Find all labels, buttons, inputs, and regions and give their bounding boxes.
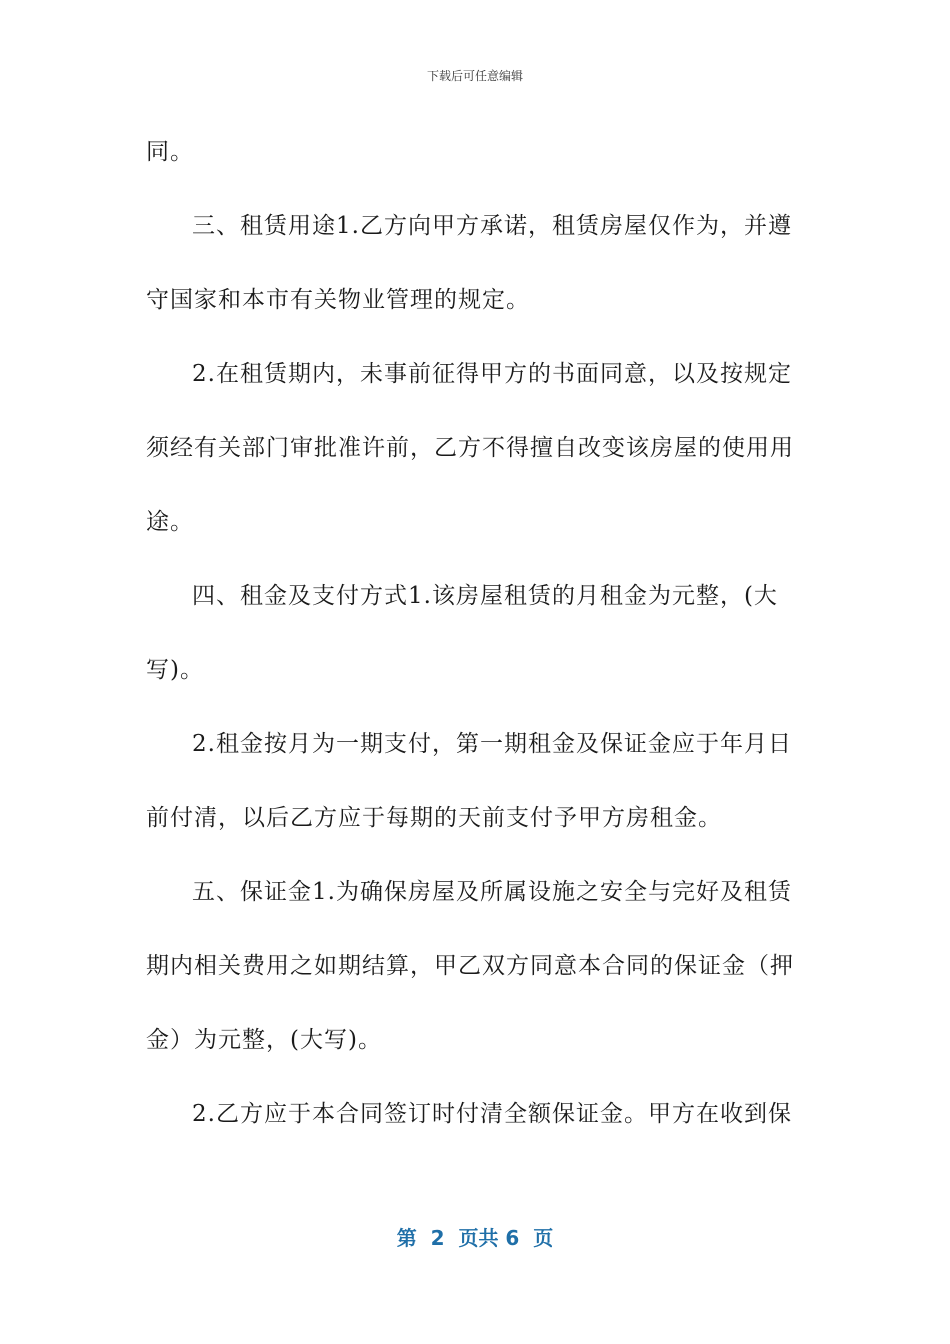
text-line: 四、租金及支付方式1.该房屋租赁的月租金为元整，(大 bbox=[192, 583, 778, 609]
text-line: 2.乙方应于本合同签订时付清全额保证金。甲方在收到保 bbox=[192, 1101, 792, 1127]
text-line: 前付清，以后乙方应于每期的天前支付予甲方房租金。 bbox=[146, 805, 722, 831]
text-line: 写)。 bbox=[146, 657, 204, 683]
text-line: 金）为元整，(大写)。 bbox=[146, 1027, 382, 1053]
text-line: 2.在租赁期内，未事前征得甲方的书面同意，以及按规定 bbox=[192, 361, 792, 387]
document-body bbox=[146, 115, 796, 1151]
text-line: 须经有关部门审批准许前，乙方不得擅自改变该房屋的使用用 bbox=[146, 435, 794, 461]
text-line: 三、租赁用途1.乙方向甲方承诺，租赁房屋仅作为，并遵 bbox=[192, 213, 792, 239]
page-footer: 第 2 页共 6 页 bbox=[396, 1226, 554, 1250]
text-line: 五、保证金1.为确保房屋及所属设施之安全与完好及租赁 bbox=[192, 879, 792, 905]
text-line: 守国家和本市有关物业管理的规定。 bbox=[146, 287, 530, 313]
text-line: 途。 bbox=[146, 509, 194, 535]
text-line: 同。 bbox=[146, 139, 194, 165]
text-line: 期内相关费用之如期结算，甲乙双方同意本合同的保证金（押 bbox=[146, 953, 794, 979]
text-line: 2.租金按月为一期支付，第一期租金及保证金应于年月日 bbox=[192, 731, 792, 757]
page-header: 下载后可任意编辑 bbox=[426, 69, 523, 83]
